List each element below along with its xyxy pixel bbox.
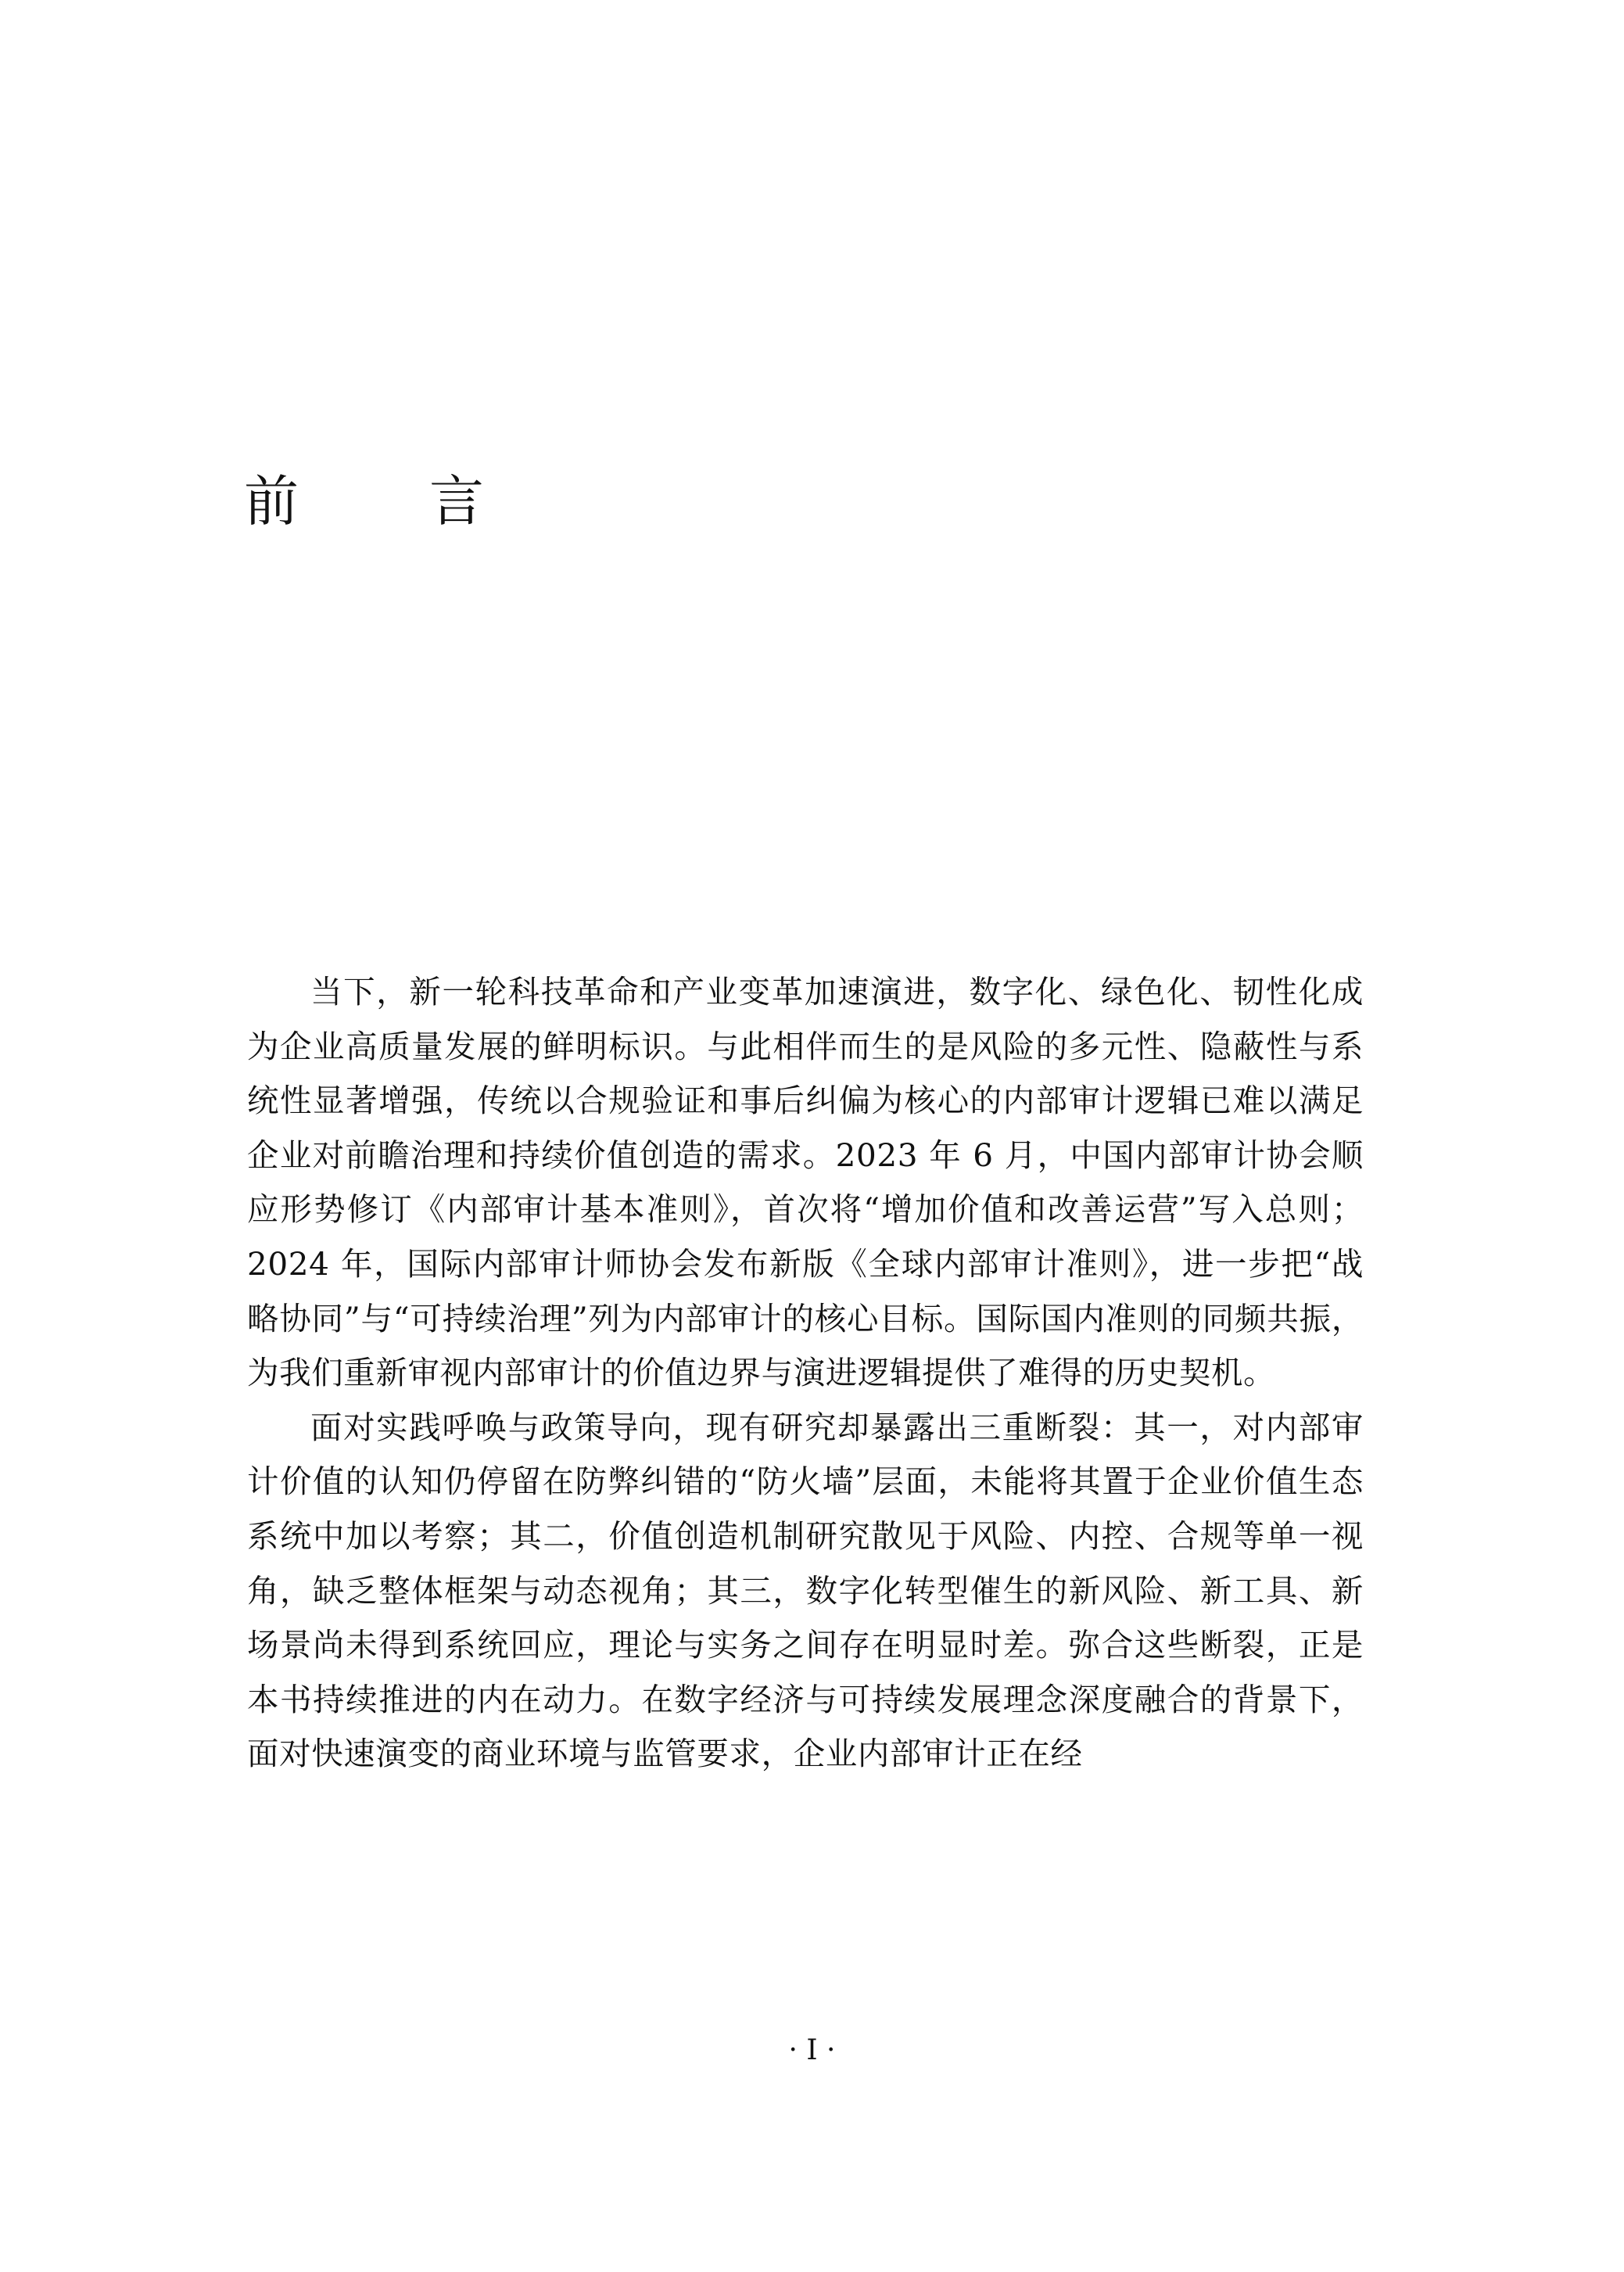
- title-char-first: 前: [244, 469, 299, 533]
- paragraph-1: 当下，新一轮科技革命和产业变革加速演进，数字化、绿色化、韧性化成为企业高质量发展的鲜明标识。与此相伴而生的是风险的多元性、隐蔽性与系统性显著增强，传统以合规验证和事后纠偏为核心的内部审计逻辑已难以满足企业对前瞻治理和持续价值创造的需求。2023 年 6 月，中国内部审计协会顺应形势修订《内部审计基本准则》，首次将“增加价值和改善运营”写入总则；2024 年，国际内部审计师协会发布新版《全球内部审计准则》，进一步把“战略协同”与“可持续治理”列为内部审计的核心目标。国际国内准则的同频共振，为我们重新审视内部审计的价值边界与演进逻辑提供了难得的历史契机。: [247, 973, 1364, 1392]
- title-char-second: 言: [429, 469, 484, 533]
- page-number: · I ·: [788, 2034, 836, 2066]
- paragraph-2: 面对实践呼唤与政策导向，现有研究却暴露出三重断裂：其一，对内部审计价值的认知仍停留在防弊纠错的“防火墙”层面，未能将其置于企业价值生态系统中加以考察；其二，价值创造机制研究散见于风险、内控、合规等单一视角，缺乏整体框架与动态视角；其三，数字化转型催生的新风险、新工具、新场景尚未得到系统回应，理论与实务之间存在明显时差。弥合这些断裂，正是本书持续推进的内在动力。在数字经济与可持续发展理念深度融合的背景下，面对快速演变的商业环境与监管要求，企业内部审计正在经: [247, 1408, 1364, 1773]
- body-text: [247, 965, 1364, 1782]
- page-title: [244, 466, 484, 537]
